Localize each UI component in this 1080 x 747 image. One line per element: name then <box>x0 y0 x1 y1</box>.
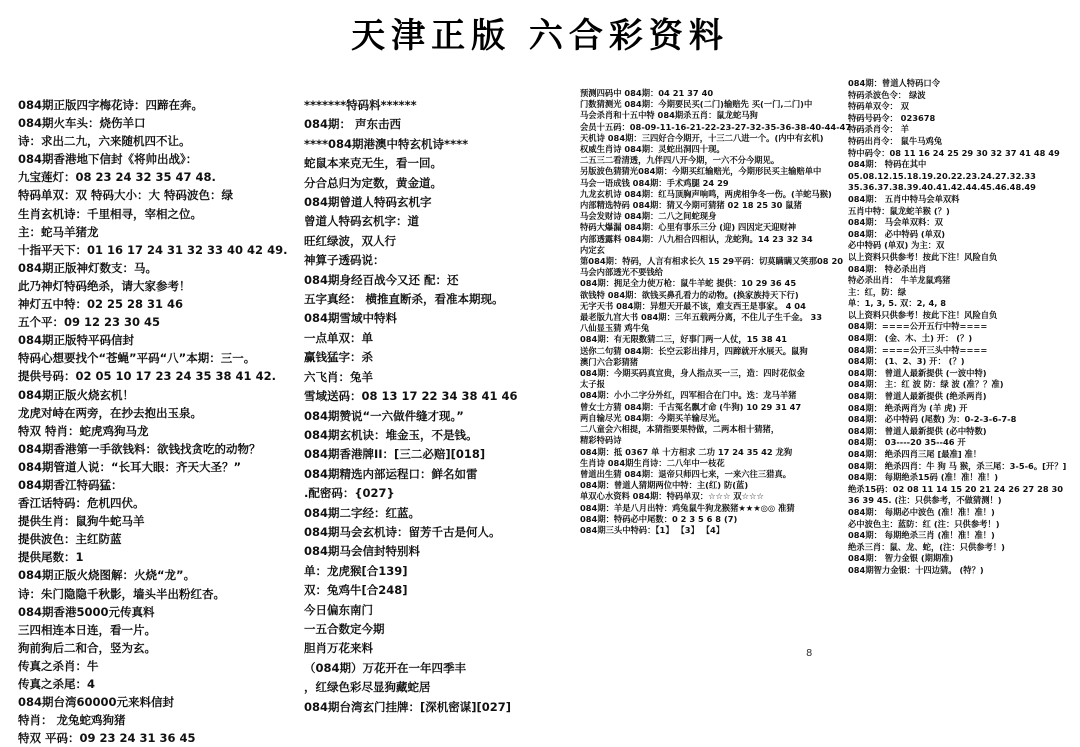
text-line: 特码单双：双 特码大小：大 特码波色：绿 <box>18 188 234 203</box>
text-line: 预测四码中 084期：04 21 37 40 <box>580 88 714 98</box>
text-line: 三四相连本日连，看一片。 <box>18 622 156 637</box>
text-line: 084期精选内部运程口：鲜名如雷 <box>304 466 478 481</box>
text-line: 084期香港第一手欲钱料：欲钱找贪吃的动物？ <box>18 441 261 456</box>
text-line: 蛇鼠本来克无生，看一回。 <box>304 156 442 171</box>
text-line: 神灯五中特：02 25 28 31 46 <box>18 297 184 312</box>
text-line: 主：蛇马羊猪龙 <box>18 224 99 239</box>
text-line: 084期三头中特码：【1】 【3】 【4】 <box>580 524 725 535</box>
text-line: 特码杀肖令： 羊 <box>848 124 909 135</box>
text-line: 084期： 必中特码 (尾数) 为：0-2-3-6-7-8 <box>848 414 1017 425</box>
text-line: 084期：有无限数猜二三，好事门两一人仗，15 38 41 <box>580 334 788 345</box>
text-line: 单：1, 3, 5. 双：2, 4, 8 <box>848 298 947 309</box>
text-line: 084期正版火烧图解：火烧“龙”。 <box>18 568 196 583</box>
text-line: 提供号码：02 05 10 17 23 24 35 38 41 42. <box>18 369 276 384</box>
text-line: 084期正版特平码信封 <box>18 333 135 348</box>
text-line: 天机诗 084期：三四好合今期开，十三二八进一个。(内中有玄机) <box>580 132 824 143</box>
text-line: 狗前狗后二和合，竖为玄。 <box>18 640 156 655</box>
text-line: 提供生肖：鼠狗牛蛇马羊 <box>18 514 145 529</box>
text-line: 九龙玄机诗 084期：红马顶胸声响鸣，两虎相争冬一伤。(羊蛇马猴) <box>580 188 832 199</box>
text-line: 六飞肖：兔羊 <box>304 369 373 384</box>
text-line: 马会发财诗 084期：二八之间蛇现身 <box>580 211 717 222</box>
text-line: 084期身经百战今又还 配：还 <box>304 272 459 287</box>
text-line: 084期： 曾道人最新提供 (绝杀两肖) <box>848 391 987 402</box>
text-line: 084期：特码必中尾数：0 2 3 5 6 8 (7) <box>580 513 738 524</box>
text-line: 084期： 03----20 35--46 开 <box>848 437 966 448</box>
text-line: 太子报 <box>580 379 605 390</box>
text-line: 香江话特码：危机四伏。 <box>18 496 145 511</box>
text-line: 内定玄 <box>580 244 605 255</box>
text-line: .配密码：{027} <box>304 486 395 501</box>
text-line: 特码号码令： 023678 <box>848 112 936 123</box>
text-line: 二八童会六相提，本猜指要果特做，二两本相十猜猪， <box>580 424 780 435</box>
text-line: 特双 平码：09 23 24 31 36 45 <box>18 731 196 746</box>
text-line: 084期： 绝杀四肖：牛 狗 马 猴，杀三尾：3-5-6。[开？] <box>848 460 1067 471</box>
text-line: 05.08.12.15.18.19.20.22.23.24.27.32.33 <box>848 170 1036 181</box>
text-line: 提供尾数：1 <box>18 550 84 565</box>
text-line: ****084期港澳中特玄机诗**** <box>304 136 469 151</box>
text-line: 084期： 智力金银 (期期准) <box>848 553 954 564</box>
text-line: 特肖： 龙兔蛇鸡狗猪 <box>18 713 126 728</box>
text-line: 084期雪域中特料 <box>304 311 398 326</box>
text-line: 084期： 绝杀四肖三尾 [最准] 准！ <box>848 449 982 459</box>
text-line: 胆肖万花来料 <box>304 641 373 656</box>
text-line: 084期： 绝杀两肖为 (羊 虎) 开 <box>848 402 968 413</box>
text-line: 精彩特码诗 <box>580 435 622 446</box>
text-line: 权威生肖诗 084期：灵蛇出洞四十现。 <box>580 144 725 155</box>
text-line: 必中特码 (单双) 为主：双 <box>848 240 945 251</box>
text-line: 084期管道人说：“长耳大眼：齐天大圣？” <box>18 459 242 474</box>
text-line: *******特码料****** <box>304 98 417 112</box>
text-line: 084期： 主：红 波 防：绿 波 (准？？准) <box>848 379 1004 390</box>
text-line: 特码出肖令： 鼠牛马鸡兔 <box>848 135 943 146</box>
text-line: 传真之杀肖：牛 <box>18 658 99 673</box>
text-line: 084期：小小二字分外红，四军相合在门中。迭：龙马羊猪 <box>580 390 797 401</box>
column-left <box>18 96 296 746</box>
text-line: 084期台湾60000元来料信封 <box>18 695 175 710</box>
text-line: 会员十五码：08-09-11-16-21-22-23-27-32-35-36-38-40-44-47 <box>580 121 852 132</box>
text-line: 084期火车头：烧伤羊口 <box>18 116 146 131</box>
text-line: 084期：羊是八月出特：鸡兔鼠牛狗龙猴猪★★★◎◎ 准猜 <box>580 502 795 513</box>
text-line: 龙虎对峙在两旁，在抄去抱出玉泉。 <box>18 405 202 420</box>
text-line: 特码心想要找个“苍蝇”平码“八”本期：三一。 <box>18 351 256 366</box>
text-line: 必中波色主：蓝防：红 (注：只供参考！) <box>848 518 1000 529</box>
text-line: 一点单双：单 <box>304 330 373 345</box>
text-line: 特码大爆漏 084期：心里有事乐三分 (迎) 四因定天迎财神 <box>580 222 797 233</box>
text-line: 诗：求出二九，六来随机四不让。 <box>18 134 191 149</box>
text-line: 雪域送码：08 13 17 22 34 38 41 46 <box>304 389 518 404</box>
text-line: 084期：====公开五行中特==== <box>848 321 988 332</box>
text-line: 084期： (1、2、3) 开： (？) <box>848 356 965 367</box>
text-line: 084期： 五肖中特马会单双料 <box>848 193 960 204</box>
text-line: 马会杀肖和十五中特 084期杀五肖：鼠龙蛇马狗 <box>580 110 758 121</box>
text-line: 084期正版火烧玄机！ <box>18 387 135 402</box>
text-line: 084期： 曾道人最新提供 (一波中特) <box>848 367 987 378</box>
text-line: 084期香港5000元传真料 <box>18 604 155 619</box>
text-line: 084期： 必中特码 (单双) <box>848 228 946 239</box>
text-line: 084期： (金、木、土) 开： (？) <box>848 333 973 344</box>
text-line: 曾道出生猜 084期：退帝只师四七来，一来六往三猎真。 <box>580 468 792 479</box>
text-line: 084期台湾玄门挂牌：[深机密谋][027] <box>304 699 512 714</box>
text-line: 084期： 马会单双料：双 <box>848 217 943 228</box>
text-line: 五字真经： 横推直断杀，看准本期现。 <box>304 292 504 307</box>
text-line: 第084期：特码，人言有相求长久 15 29平码：切莫瞒瞒又笑那08 20 <box>580 256 843 267</box>
text-line: 二五三二看清透，九伴四八开今期，一六不分今期见。 <box>580 155 780 166</box>
text-line: 084期曾道人特码玄机字 <box>304 195 432 210</box>
text-line: 084期： 特必杀出肖 <box>848 263 927 274</box>
text-line: 084期二字经：红蓝。 <box>304 505 421 520</box>
text-line: 九宝莲灯：08 23 24 32 35 47 48. <box>18 170 216 185</box>
text-line: 特码单双令： 双 <box>848 101 909 112</box>
text-line: 旺红绿波，双人行 <box>304 233 396 248</box>
text-line: 另版波色猜猜光084期：今期买红输赔光，今期形民买主输赔单中 <box>580 166 822 177</box>
text-line: 特必杀出肖： 牛羊龙鼠鸡猪 <box>848 275 951 286</box>
text-line: 曾道人特码玄机字：道 <box>304 214 419 229</box>
text-line: 以上资料只供参考！按此下注！风险自负 <box>848 309 998 320</box>
text-line: 084期： 曾道人最新提供 (必中特数) <box>848 425 987 436</box>
text-line: 084期智力金银：十四边猜。 (特？) <box>848 564 984 575</box>
text-line: 赢钱猛字：杀 <box>304 350 373 365</box>
text-line: 特码杀波色令： 绿波 <box>848 89 926 100</box>
text-line: 35.36.37.38.39.40.41.42.44.45.46.48.49 <box>848 182 1036 193</box>
text-line: 084期： 声东击西 <box>304 117 402 132</box>
text-line: 无字天书 084期：异想天开最不该，难支西王是事家。 4 04 <box>580 300 806 311</box>
text-line: 提供波色：主红防蓝 <box>18 532 122 547</box>
text-line: 084期： 每期必中波色 (准！准！准！) <box>848 506 995 517</box>
text-line: 36 39 45. (注：只供参考，不做猜测！) <box>848 495 1002 506</box>
text-line: 门数猜测光 084期：今期要民买(二门)输赔先 买(一门,二门)中 <box>580 99 813 110</box>
text-line: 十指平天下：01 16 17 24 31 32 33 40 42 49. <box>18 242 288 257</box>
text-line: 084期： 特码在其中 <box>848 159 927 170</box>
text-line: 绝杀15码：02 08 11 14 15 20 21 24 26 27 28 30 <box>848 483 1064 494</box>
text-line: 神算子透码说： <box>304 253 385 268</box>
stray-mark: 8 <box>806 648 813 659</box>
text-line: 澳门六合彩猜猪 <box>580 356 639 367</box>
text-line: 084期： 每期绝杀三肖 (准！准！准！) <box>848 530 995 541</box>
column-center-right <box>580 88 852 708</box>
text-line: 084期：拥足全力使万枪：鼠牛羊蛇 提供：10 29 36 45 <box>580 278 797 289</box>
text-line: 马会一语成钱 084期：手术鸡腿 24 29 <box>580 177 729 188</box>
text-line: 内部精选特码 084期：猜又今期可猜猪 02 18 25 30 鼠猪 <box>580 200 802 211</box>
column-right <box>848 78 1076 708</box>
text-line: 诗：朱门隐隐千秋影，墙头半出粉红杏。 <box>18 586 225 601</box>
text-line: 单：龙虎猴[合139] <box>304 563 408 578</box>
text-line: 084期：今期买码真宜贵，身人指点买一三，造：四时花似金 <box>580 368 805 379</box>
text-line: 传真之杀尾：4 <box>18 677 96 691</box>
text-line: 内部透露料 084期：八九相合四相认，龙蛇狗。14 23 32 34 <box>580 233 813 244</box>
text-line: 生肖玄机诗：千里相寻，宰相之位。 <box>18 206 202 221</box>
text-line: 今日偏东南门 <box>304 602 373 617</box>
text-line: 一五合数定今期 <box>304 621 385 636</box>
text-line: 084期正版神灯数支：马。 <box>18 260 158 275</box>
text-line: 084期马会信封特别料 <box>304 544 421 559</box>
text-line: 084期：曾道人特码口令 <box>848 78 940 88</box>
text-line: 送你二句猜 084期：长空云彩出排月，四蹄就开水展天。鼠狗 <box>580 345 808 356</box>
text-line: 欲钱特 084期：欲钱买鼻孔看力的动物。(换家族持天下行) <box>580 289 799 300</box>
text-line: 084期： 每期绝杀15码 (准！准！准！) <box>848 472 999 483</box>
text-line: 主：红，防：绿 <box>848 286 907 297</box>
text-line: 双：兔鸡牛[合248] <box>304 583 408 598</box>
text-line: 此乃神灯特码绝杀，请大家参考！ <box>18 278 191 293</box>
text-line: 084期马会玄机诗：留芳千古是何人。 <box>304 524 501 539</box>
text-line: 特中码令：08 11 16 24 25 29 30 32 37 41 48 49 <box>848 147 1060 158</box>
text-line: 两自输尽光 084期：今期买羊输尽光。 <box>580 412 725 423</box>
text-line: 084期玄机诀：堆金玉，不是钱。 <box>304 427 478 442</box>
text-line: 单双心水资料 084期：特码单双：☆☆☆ 双☆☆☆ <box>580 491 764 502</box>
text-line: 特双 特肖：蛇虎鸡狗马龙 <box>18 423 149 438</box>
text-line: 绝杀三肖：鼠、龙、蛇，(注：只供参考！) <box>848 541 1005 552</box>
text-line: 084期香港地下信封《将帅出战》： <box>18 152 198 167</box>
text-line: 084期：曾道人猜期两位中特：主(红) 防(蓝) <box>580 480 749 491</box>
page-title: 天津正版 六合彩资料 <box>351 16 729 56</box>
text-line: 084期香江特码猛： <box>18 477 123 492</box>
column-center-left <box>304 96 566 714</box>
text-line: 以上资料只供参考！按此下注！风险自负 <box>848 251 998 262</box>
text-line: 八仙显玉猜 鸡牛兔 <box>580 323 650 334</box>
text-line: （084期）万花开在一年四季丰 <box>304 660 467 675</box>
text-line: 马会内部透光不要钱给 <box>580 267 663 278</box>
text-line: 生肖诗 084期生肖诗：二八年中一枝花 <box>580 457 725 468</box>
text-line: 084期正版四字梅花诗：四蹄在奔。 <box>18 98 204 112</box>
text-line: 084期香港牌II：[三二必赔][018] <box>304 447 486 462</box>
text-line: 五肖中特：鼠龙蛇羊猴 (？) <box>848 205 950 216</box>
text-line: 最老版九宫大书 084期：三年五载两分离，不住儿子生千金。 33 <box>580 312 823 323</box>
text-line: 曾女士方猜 084期：千古冤名飘才命 (牛狗) 10 29 31 47 <box>580 401 802 412</box>
text-line: 五个平：09 12 23 30 45 <box>18 315 161 330</box>
text-line: 084期：====公开三头中特==== <box>848 344 988 355</box>
text-line: ，红绿色彩尽显狗藏蛇居 <box>304 680 431 695</box>
text-line: 084期赞说“一六做件缝才现。” <box>304 408 464 423</box>
text-line: 分合总归为定数，黄金道。 <box>304 175 442 190</box>
text-line: 084期：抵 0367 单 十方相求 二功 17 24 35 42 龙狗 <box>580 446 793 457</box>
